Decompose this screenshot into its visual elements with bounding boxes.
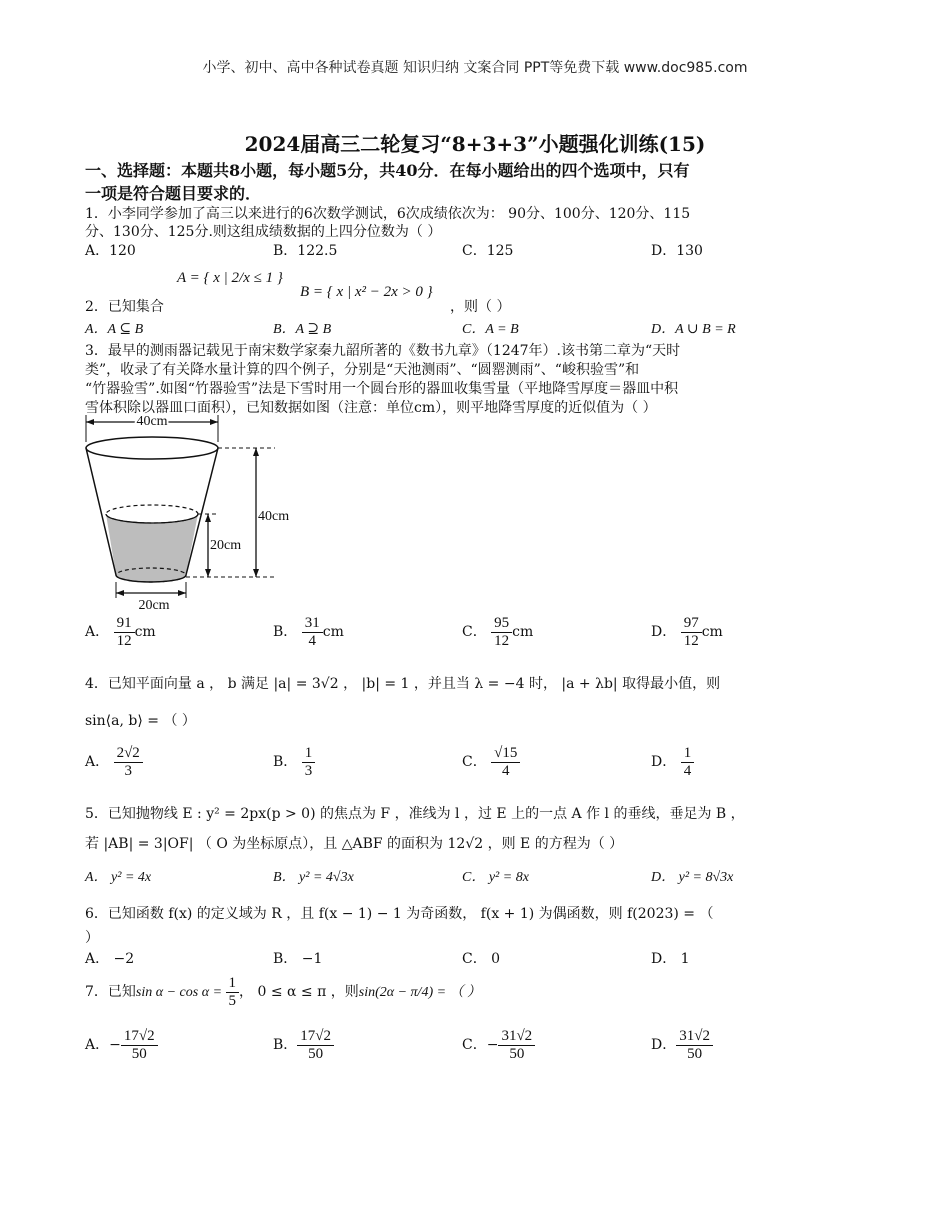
q5-option-c: C． y² = 8x [462, 870, 529, 885]
q4-option-b: B． $\frac{1}{3}$ [273, 745, 315, 779]
q7-option-c: C．− $\frac{31√2}{50}$ [462, 1028, 535, 1062]
q5-text-2: 若 |AB| = 3|OF| （ O 为坐标原点），且 △ABF 的面积为 12√2 ，则 E 的方程为（ ） [85, 836, 624, 852]
q3-text-4: 雪体积除以器皿口面积），已知数据如图（注意：单位cm），则平地降雪厚度的近似值为（ ） [85, 400, 657, 416]
q6-option-b: B． −1 [273, 951, 323, 967]
q6-option-a: A． −2 [85, 951, 135, 967]
q7-option-a: A．− $\frac{17√2}{50}$ [85, 1028, 158, 1062]
q1-text: 1．小李同学参加了高三以来进行的6次数学测试，6次成绩依次为： 90分、100分、120分、115 [85, 206, 691, 222]
q3-option-a: A． $\frac{91}{12}$ cm [85, 615, 156, 649]
q1-text-cont: 分、130分、125分.则这组成绩数据的上四分位数为（ ） [85, 224, 442, 240]
section-heading-cont: 一项是符合题目要求的． [85, 184, 262, 203]
q2-set-a: A = { x | 2/x ≤ 1 } [177, 270, 283, 286]
q4-text-1: 4．已知平面向量 a ， b 满足 |a| = 3√2 ， |b| = 1 ，并且当 λ = −4 时， |a + λb| 取得最小值，则 [85, 676, 721, 692]
q6-option-c: C． 0 [462, 951, 501, 967]
q5-option-d: D． y² = 8√3x [651, 870, 734, 885]
section-heading: 一、选择题：本题共8小题，每小题5分，共40分．在每小题给出的四个选项中，只有 [85, 161, 690, 180]
q2-option-a: A．A ⊆ B [85, 322, 144, 337]
q6-text-2: ） [85, 930, 99, 946]
q4-option-c: C． $\frac{√15}{4}$ [462, 745, 520, 779]
q3-option-b: B． $\frac{31}{4}$ cm [273, 615, 344, 649]
q3-text-1: 3．最早的测雨器记载见于南宋数学家秦九韶所著的《数书九章》（1247年）.该书第二章为“天时 [85, 343, 681, 359]
q5-option-a: A． y² = 4x [85, 870, 152, 885]
snow-height-label: 20cm [210, 538, 242, 553]
q4-option-d: D． $\frac{1}{4}$ [651, 745, 694, 779]
q3-text-3: “竹器验雪”.如图“竹器验雪”法是下雪时用一个圆台形的器皿收集雪量（平地降雪厚度＝器皿中积 [85, 381, 679, 397]
q5-text-1: 5．已知抛物线 E : y² = 2px(p > 0) 的焦点为 F ，准线为 l ，过 E 上的一点 A 作 l 的垂线，垂足为 B ， [85, 806, 745, 822]
q1-option-a: A．120 [85, 243, 136, 259]
bucket-figure [60, 410, 320, 615]
q2-suffix: ，则（ ） [450, 299, 511, 315]
q3-option-d: D． $\frac{97}{12}$ cm [651, 615, 723, 649]
q4-text-2: sin⟨a, b⟩ = （ ） [85, 713, 196, 729]
q1-option-d: D．130 [651, 243, 703, 259]
q2-set-b: B = { x | x² − 2x > 0 } [300, 284, 433, 300]
q4-option-a: A． $\frac{2√2}{3}$ [85, 745, 143, 779]
q2-option-d: D．A ∪ B = R [651, 322, 736, 337]
top-width-label: 40cm [136, 414, 168, 429]
height-label: 40cm [258, 509, 290, 524]
q7-option-d: D． $\frac{31√2}{50}$ [651, 1028, 713, 1062]
q7-stem: 7．已知sin α − cos α = $\frac{1}{5}$ ， 0 ≤ α ≤ π ，则sin(2α − π/4) = （ ） [85, 975, 482, 1009]
header-banner: 小学、初中、高中各种试卷真题 知识归纳 文案合同 PPT等免费下载 www.doc985.com [202, 60, 748, 76]
q6-option-d: D． 1 [651, 951, 690, 967]
q2-prefix: 2．已知集合 [85, 299, 164, 315]
q1-option-c: C．125 [462, 243, 514, 259]
q2-option-b: B．A ⊇ B [273, 322, 332, 337]
q3-option-c: C． $\frac{95}{12}$ cm [462, 615, 534, 649]
page-title: 2024届高三二轮复习“8+3+3”小题强化训练(15) [244, 132, 706, 156]
q5-option-b: B． y² = 4√3x [273, 870, 354, 885]
q3-text-2: 类”，收录了有关降水量计算的四个例子，分别是“天池测雨”、“圆罂测雨”、“峻积验雪”和 [85, 362, 640, 378]
q6-text-1: 6．已知函数 f(x) 的定义域为 R ，且 f(x − 1) − 1 为奇函数， f(x + 1) 为偶函数，则 f(2023) = （ [85, 906, 714, 922]
q1-option-b: B．122.5 [273, 243, 338, 259]
q7-option-b: B． $\frac{17√2}{50}$ [273, 1028, 334, 1062]
q2-option-c: C．A = B [462, 322, 519, 337]
bottom-width-label: 20cm [138, 598, 170, 613]
